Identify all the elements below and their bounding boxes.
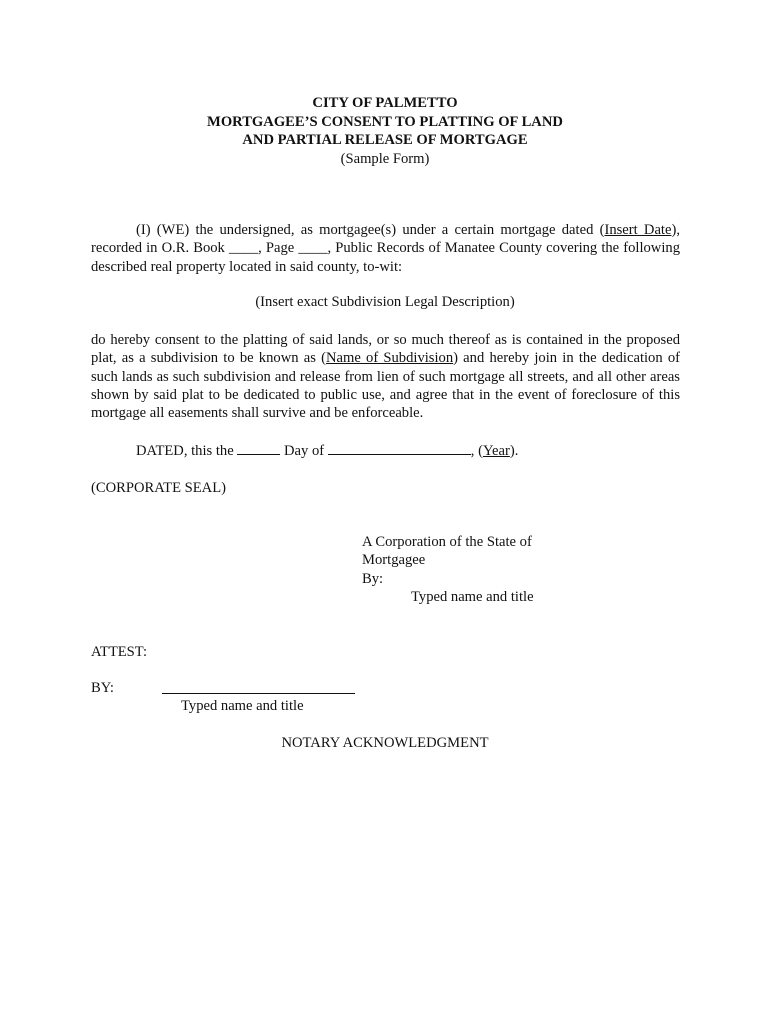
day-blank[interactable]	[237, 441, 280, 455]
consent-paragraph-2	[91, 331, 680, 422]
year-placeholder: Year	[482, 443, 510, 459]
by-label-corp: By:	[362, 570, 384, 587]
attest-signature-line[interactable]	[162, 693, 355, 694]
corporation-state-line: A Corporation of the State of	[362, 534, 532, 550]
subdivision-name-placeholder: Name of Subdivision	[325, 350, 454, 367]
city-title: CITY OF PALMETTO	[312, 95, 458, 111]
insert-date-placeholder: Insert Date	[604, 222, 672, 238]
corporation-signature-block	[362, 533, 534, 606]
dated-suffix: ).	[509, 443, 519, 459]
form-title-line2: AND PARTIAL RELEASE OF MORTGAGE	[242, 132, 528, 148]
paragraph2-text-a: do hereby consent to the platting of said lands, or so much thereof as is contained in the proposed plat, as a subdivision to be known as (	[91, 332, 680, 367]
document-header	[0, 94, 770, 168]
legal-description-placeholder: (Insert exact Subdivision Legal Description)	[255, 294, 515, 310]
consent-paragraph-1	[91, 221, 680, 276]
corporate-seal-label: (CORPORATE SEAL)	[91, 480, 226, 496]
paragraph1-text-a: (I) (WE) the undersigned, as mortgagee(s) under a certain mortgage dated (	[136, 222, 605, 238]
month-blank[interactable]	[328, 441, 471, 455]
attest-typed-name-title: Typed name and title	[181, 698, 304, 714]
attest-label: ATTEST:	[91, 644, 148, 660]
dated-prefix: DATED, this the	[136, 443, 234, 459]
attest-by-label: BY:	[91, 680, 114, 696]
dated-comma: , (	[470, 443, 483, 459]
mortgagee-label: Mortgagee	[362, 552, 426, 569]
paragraph1-text-b: ), recorded in O.R. Book ____, Page ____, Public Records of Manatee County covering the following described real property located in said county, to-wit:	[91, 222, 680, 275]
corp-typed-name-title: Typed name and title	[411, 588, 534, 605]
paragraph2-text-b: ) and hereby join in the dedication of such lands as such subdivision and release from lien of such mortgage all streets, and all other areas shown by said plat to be dedicated to public use, and agree that in the event of foreclosure of this mortgage all easements shall survive and be enforceable.	[91, 350, 681, 422]
form-subtitle: (Sample Form)	[340, 150, 430, 167]
dated-line	[136, 441, 518, 460]
form-title-line1: MORTGAGEE’S CONSENT TO PLATTING OF LAND	[207, 113, 563, 130]
dated-day-of: Day of	[284, 443, 325, 459]
notary-acknowledgment-heading: NOTARY ACKNOWLEDGMENT	[281, 735, 489, 751]
